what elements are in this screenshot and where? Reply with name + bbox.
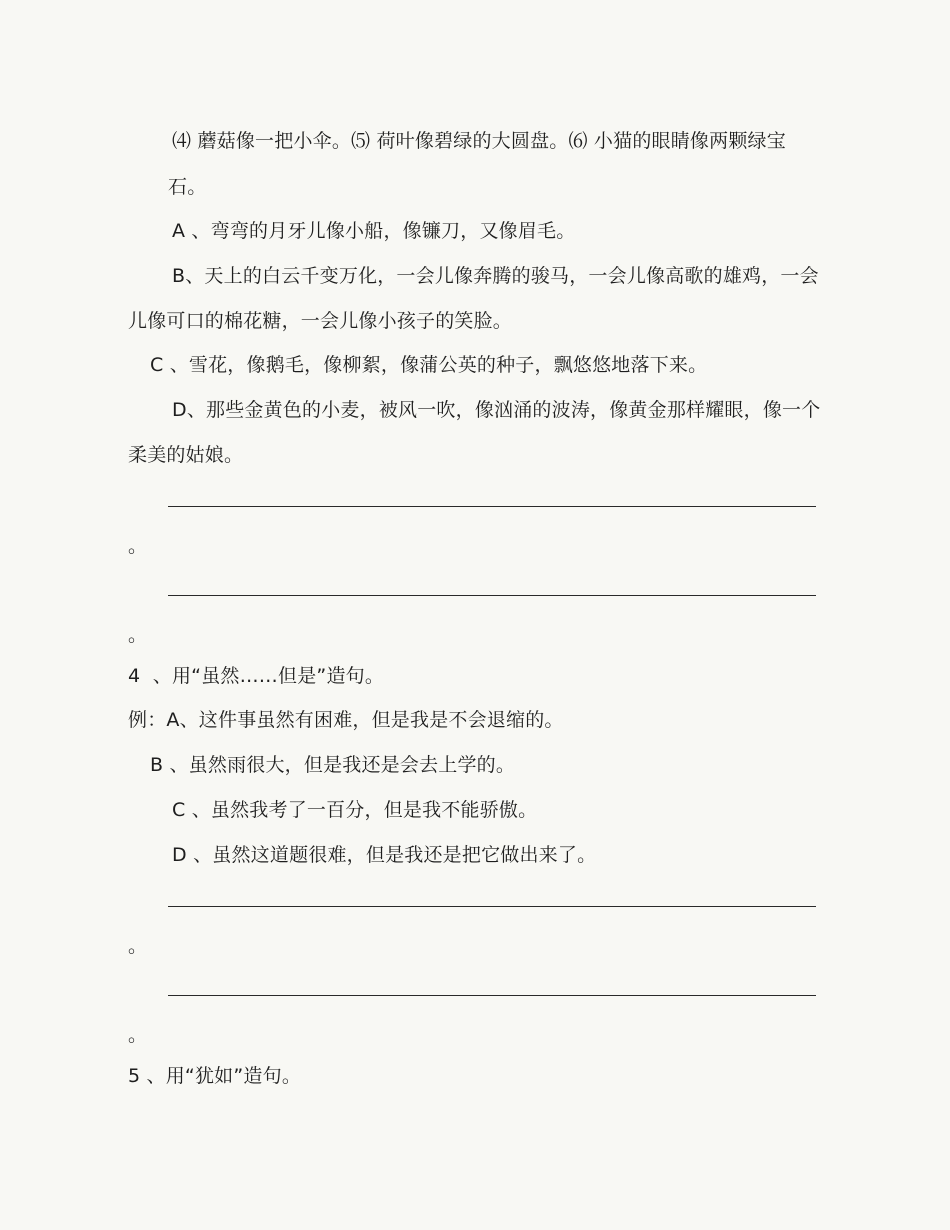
q4-title: 4 、用“虽然……但是”造句。 xyxy=(128,665,385,687)
q3-sentence-c: C 、雪花，像鹅毛，像柳絮，像蒲公英的种子，飘悠悠地落下来。 xyxy=(150,354,708,376)
q4-example-b: B 、虽然雨很大，但是我还是会去上学的。 xyxy=(150,754,516,776)
q5-title: 5 、用“犹如”造句。 xyxy=(128,1065,302,1087)
q3-answer-line-2[interactable] xyxy=(168,595,816,596)
q3-sentence-d-line-1: D、那些金黄色的小麦，被风一吹，像汹涌的波涛，像黄金那样耀眼，像一个 xyxy=(172,399,821,421)
q3-sentence-b-line-1: B、天上的白云千变万化，一会儿像奔腾的骏马，一会儿像高歌的雄鸡，一会 xyxy=(172,265,819,287)
q4-example-a: 例：A、这件事虽然有困难，但是我是不会退缩的。 xyxy=(128,709,564,731)
q3-sentence-b-line-2: 儿像可口的棉花糖，一会儿像小孩子的笑脸。 xyxy=(128,310,513,332)
q3-answer-end-1: 。 xyxy=(128,535,148,557)
q3-example-line-1: ⑷ 蘑菇像一把小伞。⑸ 荷叶像碧绿的大圆盘。⑹ 小猫的眼睛像两颗绿宝 xyxy=(172,130,786,152)
q3-example-line-2: 石。 xyxy=(168,176,207,198)
q3-answer-line-1[interactable] xyxy=(168,506,816,507)
q4-answer-line-1[interactable] xyxy=(168,906,816,907)
q4-example-d: D 、虽然这道题很难，但是我还是把它做出来了。 xyxy=(172,844,597,866)
q3-sentence-a: A 、弯弯的月牙儿像小船，像镰刀，又像眉毛。 xyxy=(172,220,576,242)
q3-answer-end-2: 。 xyxy=(128,624,148,646)
q4-example-c: C 、虽然我考了一百分，但是我不能骄傲。 xyxy=(172,799,538,821)
q4-answer-end-2: 。 xyxy=(128,1024,148,1046)
q3-sentence-d-line-2: 柔美的姑娘。 xyxy=(128,444,244,466)
q4-answer-line-2[interactable] xyxy=(168,995,816,996)
q4-answer-end-1: 。 xyxy=(128,935,148,957)
